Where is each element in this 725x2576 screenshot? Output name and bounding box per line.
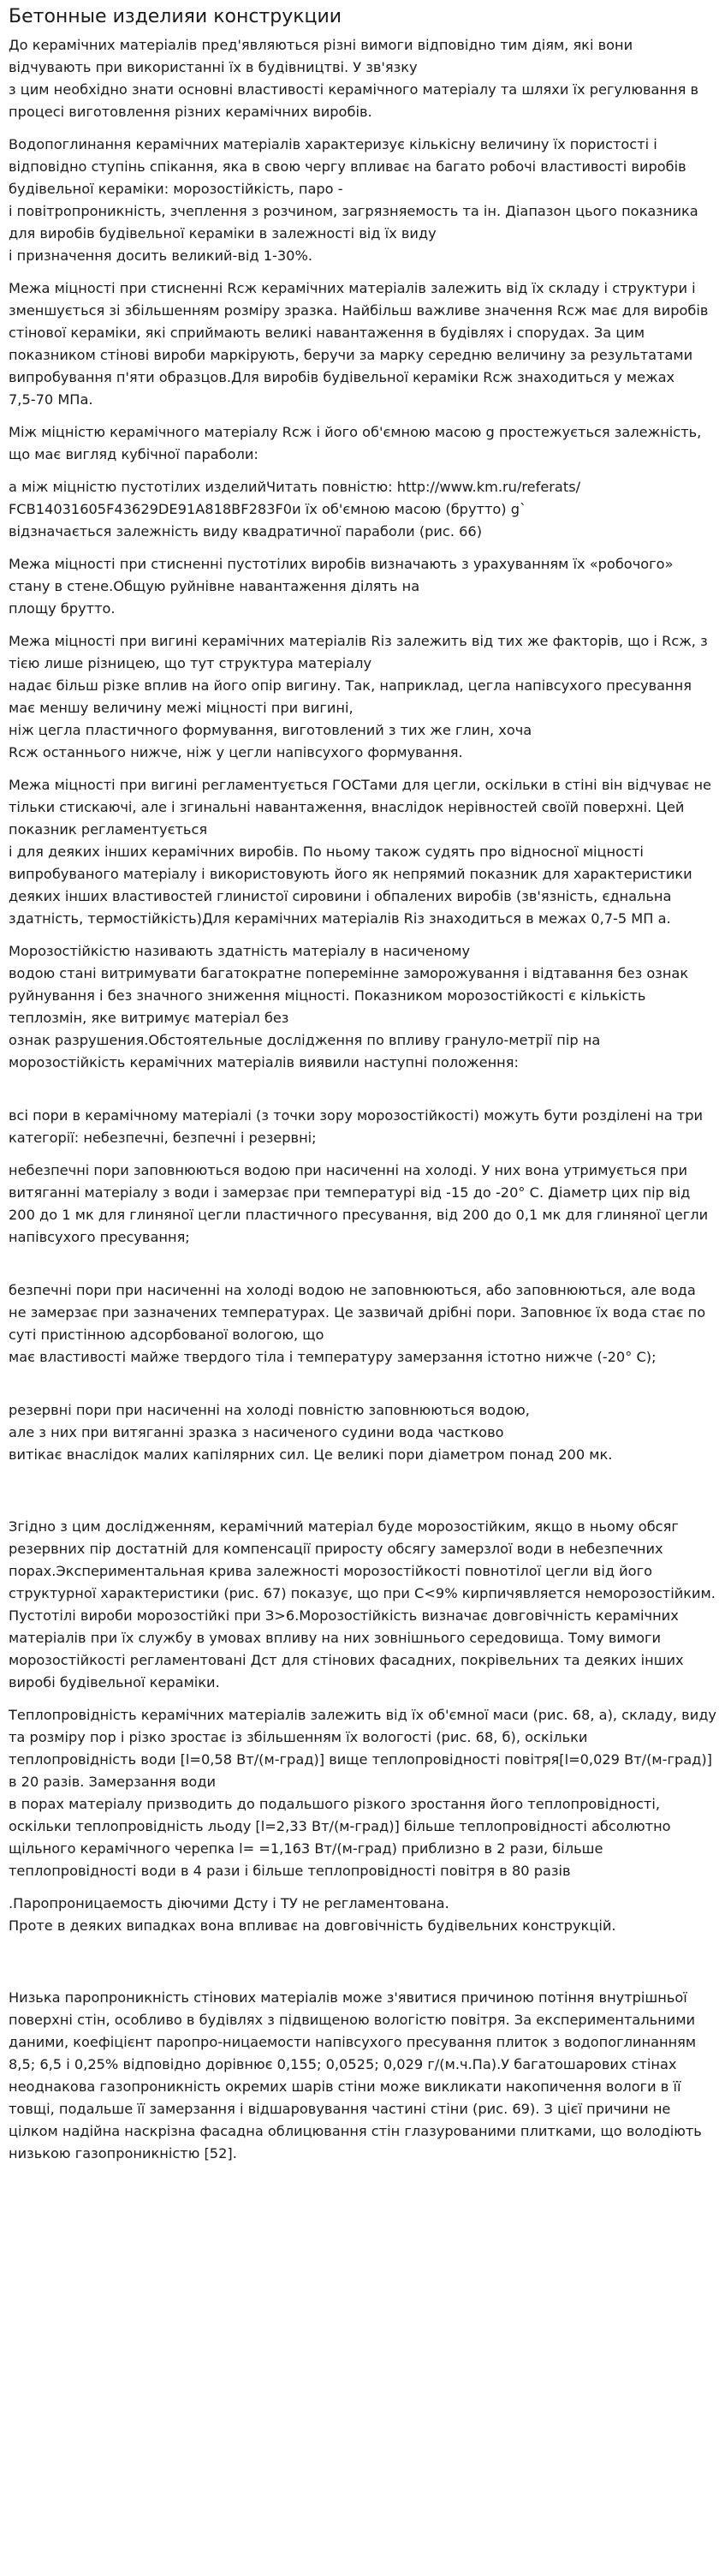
paragraph-frost-conclusion: Згідно з цим дослідженням, керамічний матеріал буде морозостійким, якщо в ньому обсяг резервних пір достатній для компенсації приросту обсягу замерзлої води в небезпечних порах.Экспериментальная крива залежності морозостійкості повнотілої цегли від його структурної характеристики (рис. 67) показує, що при С<9% кирпичявляется неморозостійким. Пустотілі вироби морозостійкі при З>6.Морозостійкість визначає довговічність керамічних матеріалів при їх службу в умовах впливу на них зовнішнього середовища. Тому вимоги морозостійкості регламентовані Дст для стінових фасадних, покрівельних та деяких інших виробі будівельної кераміки.	[9, 1518, 716, 1690]
paragraph-frost-resistance: Морозостійкістю називають здатність матеріалу в насиченому водою стані витримувати багатократне поперемінне заморожування і відтавання без ознак руйнування і без значного зниження міцності. Показником морозостійкості є кількість теплозмін, яке витримує матеріал без ознак разрушения.Обстоятельные дослідження по впливу грануло-метрії пір на морозостійкість керамічних матеріалів виявили наступні положення:	[9, 943, 689, 1070]
paragraph-water-absorption: Водопоглинання керамічних матеріалів характеризує кількісну величину їх пористості і відповідно ступінь спікання, яка в свою чергу впливає на багато робочі властивості виробів будівельної кераміки: морозостійкість, паро - і повітропроникність, зчеплення з розчином, загрязняемость та ін. Діапазон цього показника для виробів будівельної кераміки в залежності від їх виду і призначення досить великий-від 1-30%.	[9, 136, 698, 264]
paragraph-low-vapor-permeability: Низька паропроникність стінових матеріалів може з'явитися причиною потіння внутрішньої поверхні стін, особливо в будівлях з підвищеною вологістю повітря. За експериментальними даними, коефіцієнт паропро-ницаемости напівсухого пресування плиток з водопоглинанням 8,5; 6,5 і 0,25% відповідно дорівнює 0,155; 0,0525; 0,029 г/(м.ч.Па).У багатошарових стінах неоднакова газопроникність окремих шарів стіни може викликати накопичення вологи в її товщі, подальше її замерзання і відшаровування частині стіни (рис. 69). З цієї причини не цілком надійна наскрізна фасадна облицювання стін глазурованими плитками, що володіють низькою газопроникністю [52].	[9, 1989, 702, 2162]
paragraph-strength-density: Між міцністю керамічного матеріалу Rсж і його об'ємною масою g простежується залежність, що має вигляд кубічної параболи:	[9, 424, 702, 462]
paragraph-dangerous-pores: небезпечні пори заповнюються водою при насиченні на холоді. У них вона утримується при витяганні матеріалу з води і замерзає при температурі від -15 до -20° С. Діаметр цих пір від 200 до 1 мк для глиняної цегли пластичного пресування, від 200 до 0,1 мк для глиняної цегли напівсухого пресування;	[9, 1162, 709, 1245]
paragraph-pore-categories: всі пори в керамічному матеріалі (з точки зору морозостійкості) можуть бути розділені на три категорії: небезпечні, безпечні і резервні;	[9, 1107, 704, 1146]
paragraph-hollow-products: а між міцністю пустотілих изделийЧитать повністю: http://www.km.ru/referats/ FCB14031605F43629DE91A818BF283F0и їх об'ємною масою (брутто) g` відзначається залежність виду квадратичної параболи (рис. 66)	[9, 479, 581, 540]
paragraph-intro: До керамічних матеріалів пред'являються різні вимоги відповідно тим діям, які вони відчувають при використанні їх в будівництві. У зв'язку з цим необхідно знати основні властивості керамічного матеріалу та шляхи їх регулювання в процесі виготовлення різних керамічних виробів.	[9, 37, 699, 120]
paragraph-hollow-compression: Межа міцності при стисненні пустотілих виробів визначають з урахуванням їх «робочого» стану в стене.Общую руйнівне навантаження ділять на площу брутто.	[9, 556, 674, 617]
paragraph-reserve-pores: резервні пори при насиченні на холоді повністю заповнюються водою, але з них при витяганні зразка з насиченого судини вода частково витікає внаслідок малих капілярних сил. Це великі пори діаметром понад 200 мк.	[9, 1402, 613, 1463]
paragraph-bending-regulation: Межа міцності при вигині регламентується ГОСТами для цегли, оскільки в стіні він відчуває не тільки стискаючі, але і згинальні навантаження, внаслідок нерівностей своїй поверхні. Цей показник регламентується і для деяких інших керамічних виробів. По ньому також судять про відносної міцності випробуваного матеріалу і використовують його як непрямий показник для характеристики деяких інших властивостей глинистої сировини і обпалених виробів (зв'язність, єднальна здатність, термостійкість)Для керамічних матеріалів Rіз знаходиться в межах 0,7-5 МП а.	[9, 777, 711, 927]
paragraph-safe-pores: безпечні пори при насиченні на холоді водою не заповнюються, або заповнюються, але вода не замерзає при зазначених температурах. Це зазвичай дрібні пори. Заповнює їх вода стає по суті пристінною адсорбованої вологою, що має властивості майже твердого тіла і температуру замерзання істотно нижче (-20° С);	[9, 1282, 706, 1365]
paragraph-vapor-permeability: .Паропроницаемость діючими Дсту і ТУ не регламентована. Проте в деяких випадках вона впливає на довговічність будівельних конструкцій.	[9, 1895, 616, 1934]
article-title: Бетонные изделияи конструкции	[9, 6, 342, 27]
paragraph-thermal-conductivity: Теплопровідність керамічних матеріалів залежить від їх об'ємної маси (рис. 68, а), складу, виду та розміру пор і різко зростає із збільшенням їх вологості (рис. 68, б), оскільки теплопровідність води [l=0,58 Вт/(м-град)] вище теплопровідності повітря[l=0,029 Вт/(м-град)] в 20 разів. Замерзання води в порах матеріалу призводить до подальшого різкого зростання його теплопровідності, оскільки теплопровідність льоду [l=2,33 Вт/(м-град)] більше теплопровідності абсолютно щільного керамічного черепка l= =1,163 Вт/(м-град) приблизно в 2 рази, більше теплопровідності води в 4 рази і більше теплопровідності повітря в 80 разів	[9, 1707, 717, 1879]
paragraph-compressive-strength: Межа міцності при стисненні Rсж керамічних матеріалів залежить від їх складу і структури і зменшується зі збільшенням розміру зразка. Найбільш важливе значення Rсж має для виробів стінової кераміки, які сприймають великі навантаження в будівлях і спорудах. За цим показником стінові вироби маркірують, беручи за марку середню величину за результатами випробування п'яти образцов.Для виробів будівельної кераміки Rсж знаходиться у межах 7,5-70 МПа.	[9, 280, 709, 408]
paragraph-bending-strength: Межа міцності при вигині керамічних матеріалів Rіз залежить від тих же факторів, що і Rсж, з тією лише різницею, що тут структура матеріалу надає більш різке вплив на його опір вигину. Так, наприклад, цегла напівсухого пресування має меншу величину межі міцності при вигині, ніж цегла пластичного формування, виготовлений з тих же глин, хоча Rсж останнього нижче, ніж у цегли напівсухого формування.	[9, 633, 708, 760]
